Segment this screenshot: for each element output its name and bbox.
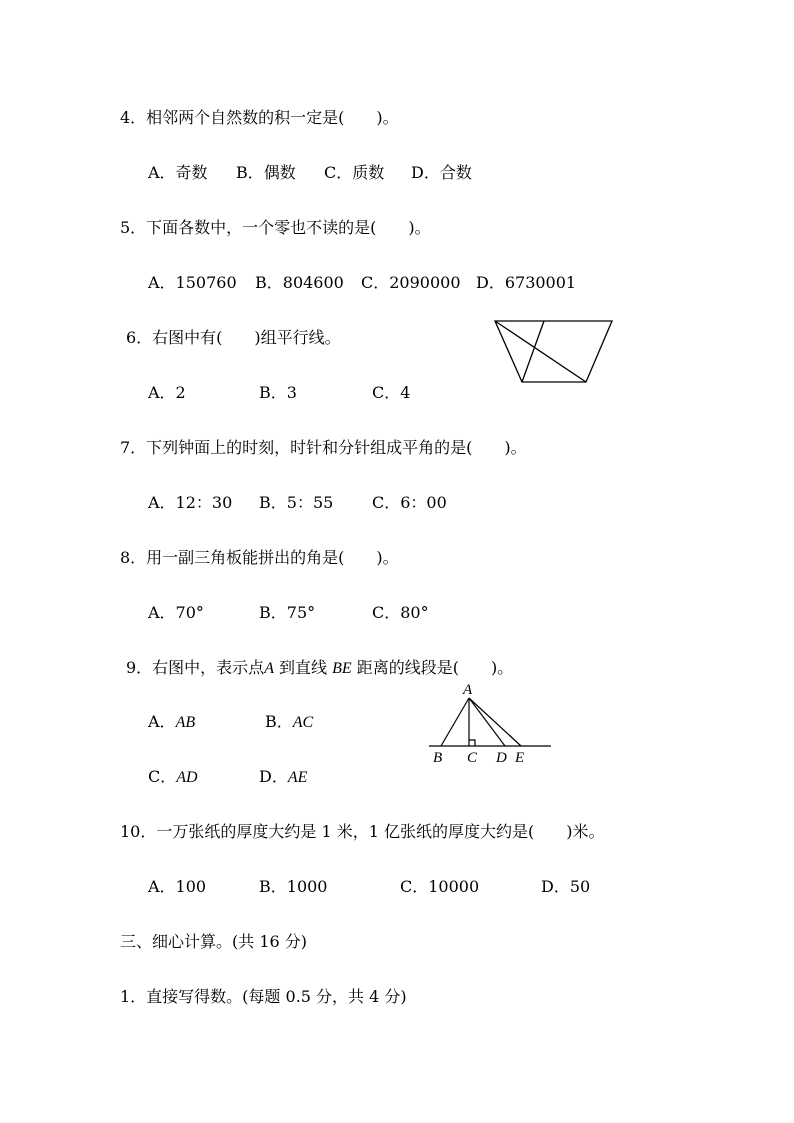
q7-stem: 7．下列钟面上的时刻，时针和分针组成平角的是( )。 <box>120 438 527 457</box>
q5-option-b: B．804600 <box>255 273 344 292</box>
q9-stem-post: 距离的线段是( )。 <box>351 658 514 677</box>
q9-option-b-seg: AC <box>292 714 314 731</box>
q8-option-a: A．70° <box>148 603 204 622</box>
q5-option-d: D．6730001 <box>476 273 577 292</box>
q7-option-a: A．12：30 <box>148 493 233 512</box>
trapezoid-figure <box>494 318 616 386</box>
q8-option-c: C．80° <box>372 603 429 622</box>
q4-option-c: C．质数 <box>324 163 385 182</box>
trapezoid-outline <box>495 321 612 382</box>
q10-option-c: C．10000 <box>400 877 480 896</box>
section-3-heading: 三、细心计算。(共 16 分) <box>120 932 308 951</box>
q9-option-a-seg: AB <box>175 714 196 731</box>
q9-option-a-letter: A． <box>148 712 176 731</box>
q8-option-b: B．75° <box>259 603 316 622</box>
q4-option-a: A．奇数 <box>148 163 208 182</box>
q9-option-c <box>148 767 198 788</box>
q9-option-d-seg: AE <box>287 769 308 786</box>
q4-option-b: B．偶数 <box>236 163 296 182</box>
q5-option-c: C．2090000 <box>361 273 461 292</box>
q9-point-label: A <box>264 660 274 677</box>
label-a: A <box>463 682 473 698</box>
label-e: E <box>515 750 525 766</box>
q9-stem-mid: 到直线 <box>273 658 333 677</box>
q9-stem-pre: 9．右图中，表示点 <box>126 658 265 677</box>
label-d: D <box>496 750 507 766</box>
q10-stem: 10．一万张纸的厚度大约是 1 米，1 亿张纸的厚度大约是( )米。 <box>120 822 605 841</box>
q5-stem: 5．下面各数中，一个零也不读的是( )。 <box>120 218 431 237</box>
q7-option-b: B．5：55 <box>259 493 334 512</box>
label-c: C <box>467 750 478 766</box>
q6-option-c: C．4 <box>372 383 411 402</box>
q9-option-a <box>148 712 195 733</box>
segment-ad <box>469 698 505 746</box>
section-3-sub-1: 1．直接写得数。(每题 0.5 分，共 4 分) <box>120 987 407 1006</box>
q9-option-b <box>265 712 313 733</box>
q8-stem: 8．用一副三角板能拼出的角是( )。 <box>120 548 399 567</box>
triangle-figure <box>425 680 555 770</box>
q7-option-c: C．6：00 <box>372 493 447 512</box>
q6-stem: 6．右图中有( )组平行线。 <box>126 328 341 347</box>
q9-option-d-letter: D． <box>259 767 288 786</box>
q6-option-a: A．2 <box>148 383 186 402</box>
q9-option-c-seg: AD <box>176 769 198 786</box>
right-angle-mark <box>469 740 475 746</box>
q10-option-d: D．50 <box>541 877 591 896</box>
q9-line-label: BE <box>332 660 352 677</box>
q10-option-a: A．100 <box>148 877 207 896</box>
q6-option-b: B．3 <box>259 383 297 402</box>
q9-option-d <box>259 767 307 788</box>
q10-option-b: B．1000 <box>259 877 328 896</box>
segment-ab <box>441 698 469 746</box>
q9-option-b-letter: B． <box>265 712 293 731</box>
segment-ae <box>469 698 521 746</box>
q5-option-a: A．150760 <box>148 273 237 292</box>
label-b: B <box>433 750 443 766</box>
q4-stem: 4．相邻两个自然数的积一定是( )。 <box>120 108 399 127</box>
q9-stem <box>126 658 513 679</box>
q4-option-d: D．合数 <box>411 163 472 182</box>
q9-option-c-letter: C． <box>148 767 177 786</box>
